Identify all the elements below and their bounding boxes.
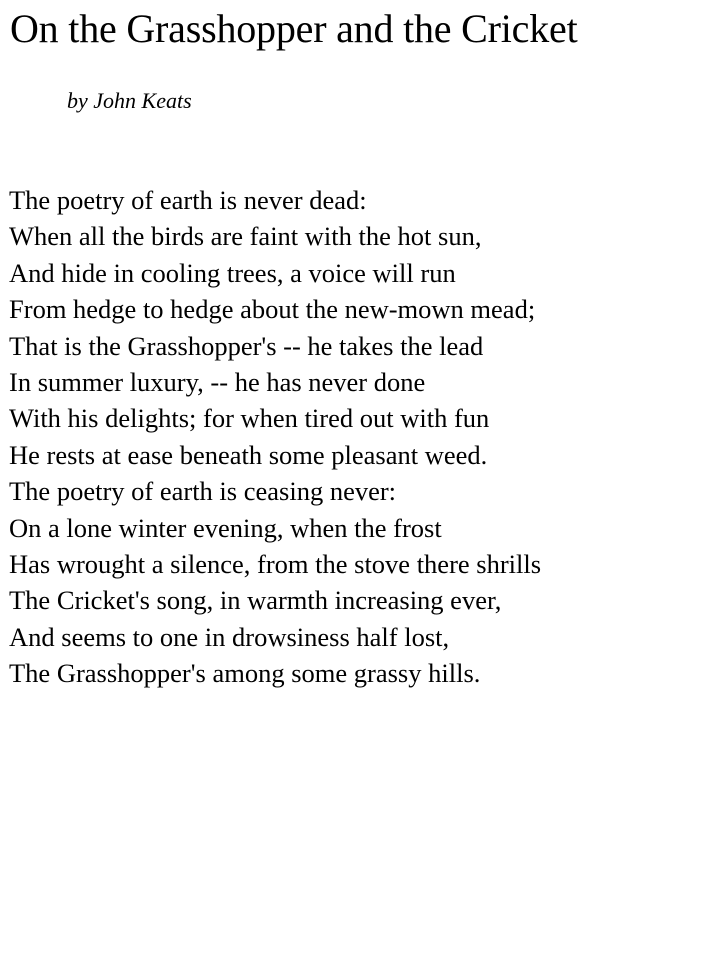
poem-line: The poetry of earth is never dead: xyxy=(9,185,367,215)
poem-body xyxy=(9,182,541,691)
poem-byline: by John Keats xyxy=(67,88,192,113)
poem-line: And seems to one in drowsiness half lost, xyxy=(9,621,450,652)
poem-line: In summer luxury, -- he has never done xyxy=(9,366,426,397)
poem-line: From hedge to hedge about the new-mown mead; xyxy=(9,294,536,325)
poem-line: The Grasshopper's among some grassy hills. xyxy=(9,658,481,689)
poem-line: When all the birds are faint with the hot sun, xyxy=(9,221,482,252)
poem-line: That is the Grasshopper's -- he takes the lead xyxy=(9,330,484,361)
poem-line: On a lone winter evening, when the frost xyxy=(9,512,442,543)
poem-line: The poetry of earth is ceasing never: xyxy=(9,476,397,507)
poem-title: On the Grasshopper and the Cricket xyxy=(10,6,578,51)
poem-line: And hide in cooling trees, a voice will run xyxy=(9,257,456,288)
poem-line: Has wrought a silence, from the stove there shrills xyxy=(9,548,542,579)
poem-line: The Cricket's song, in warmth increasing ever, xyxy=(9,585,502,616)
poem-line: With his delights; for when tired out with fun xyxy=(9,403,490,434)
poem-line: He rests at ease beneath some pleasant weed. xyxy=(9,439,488,470)
